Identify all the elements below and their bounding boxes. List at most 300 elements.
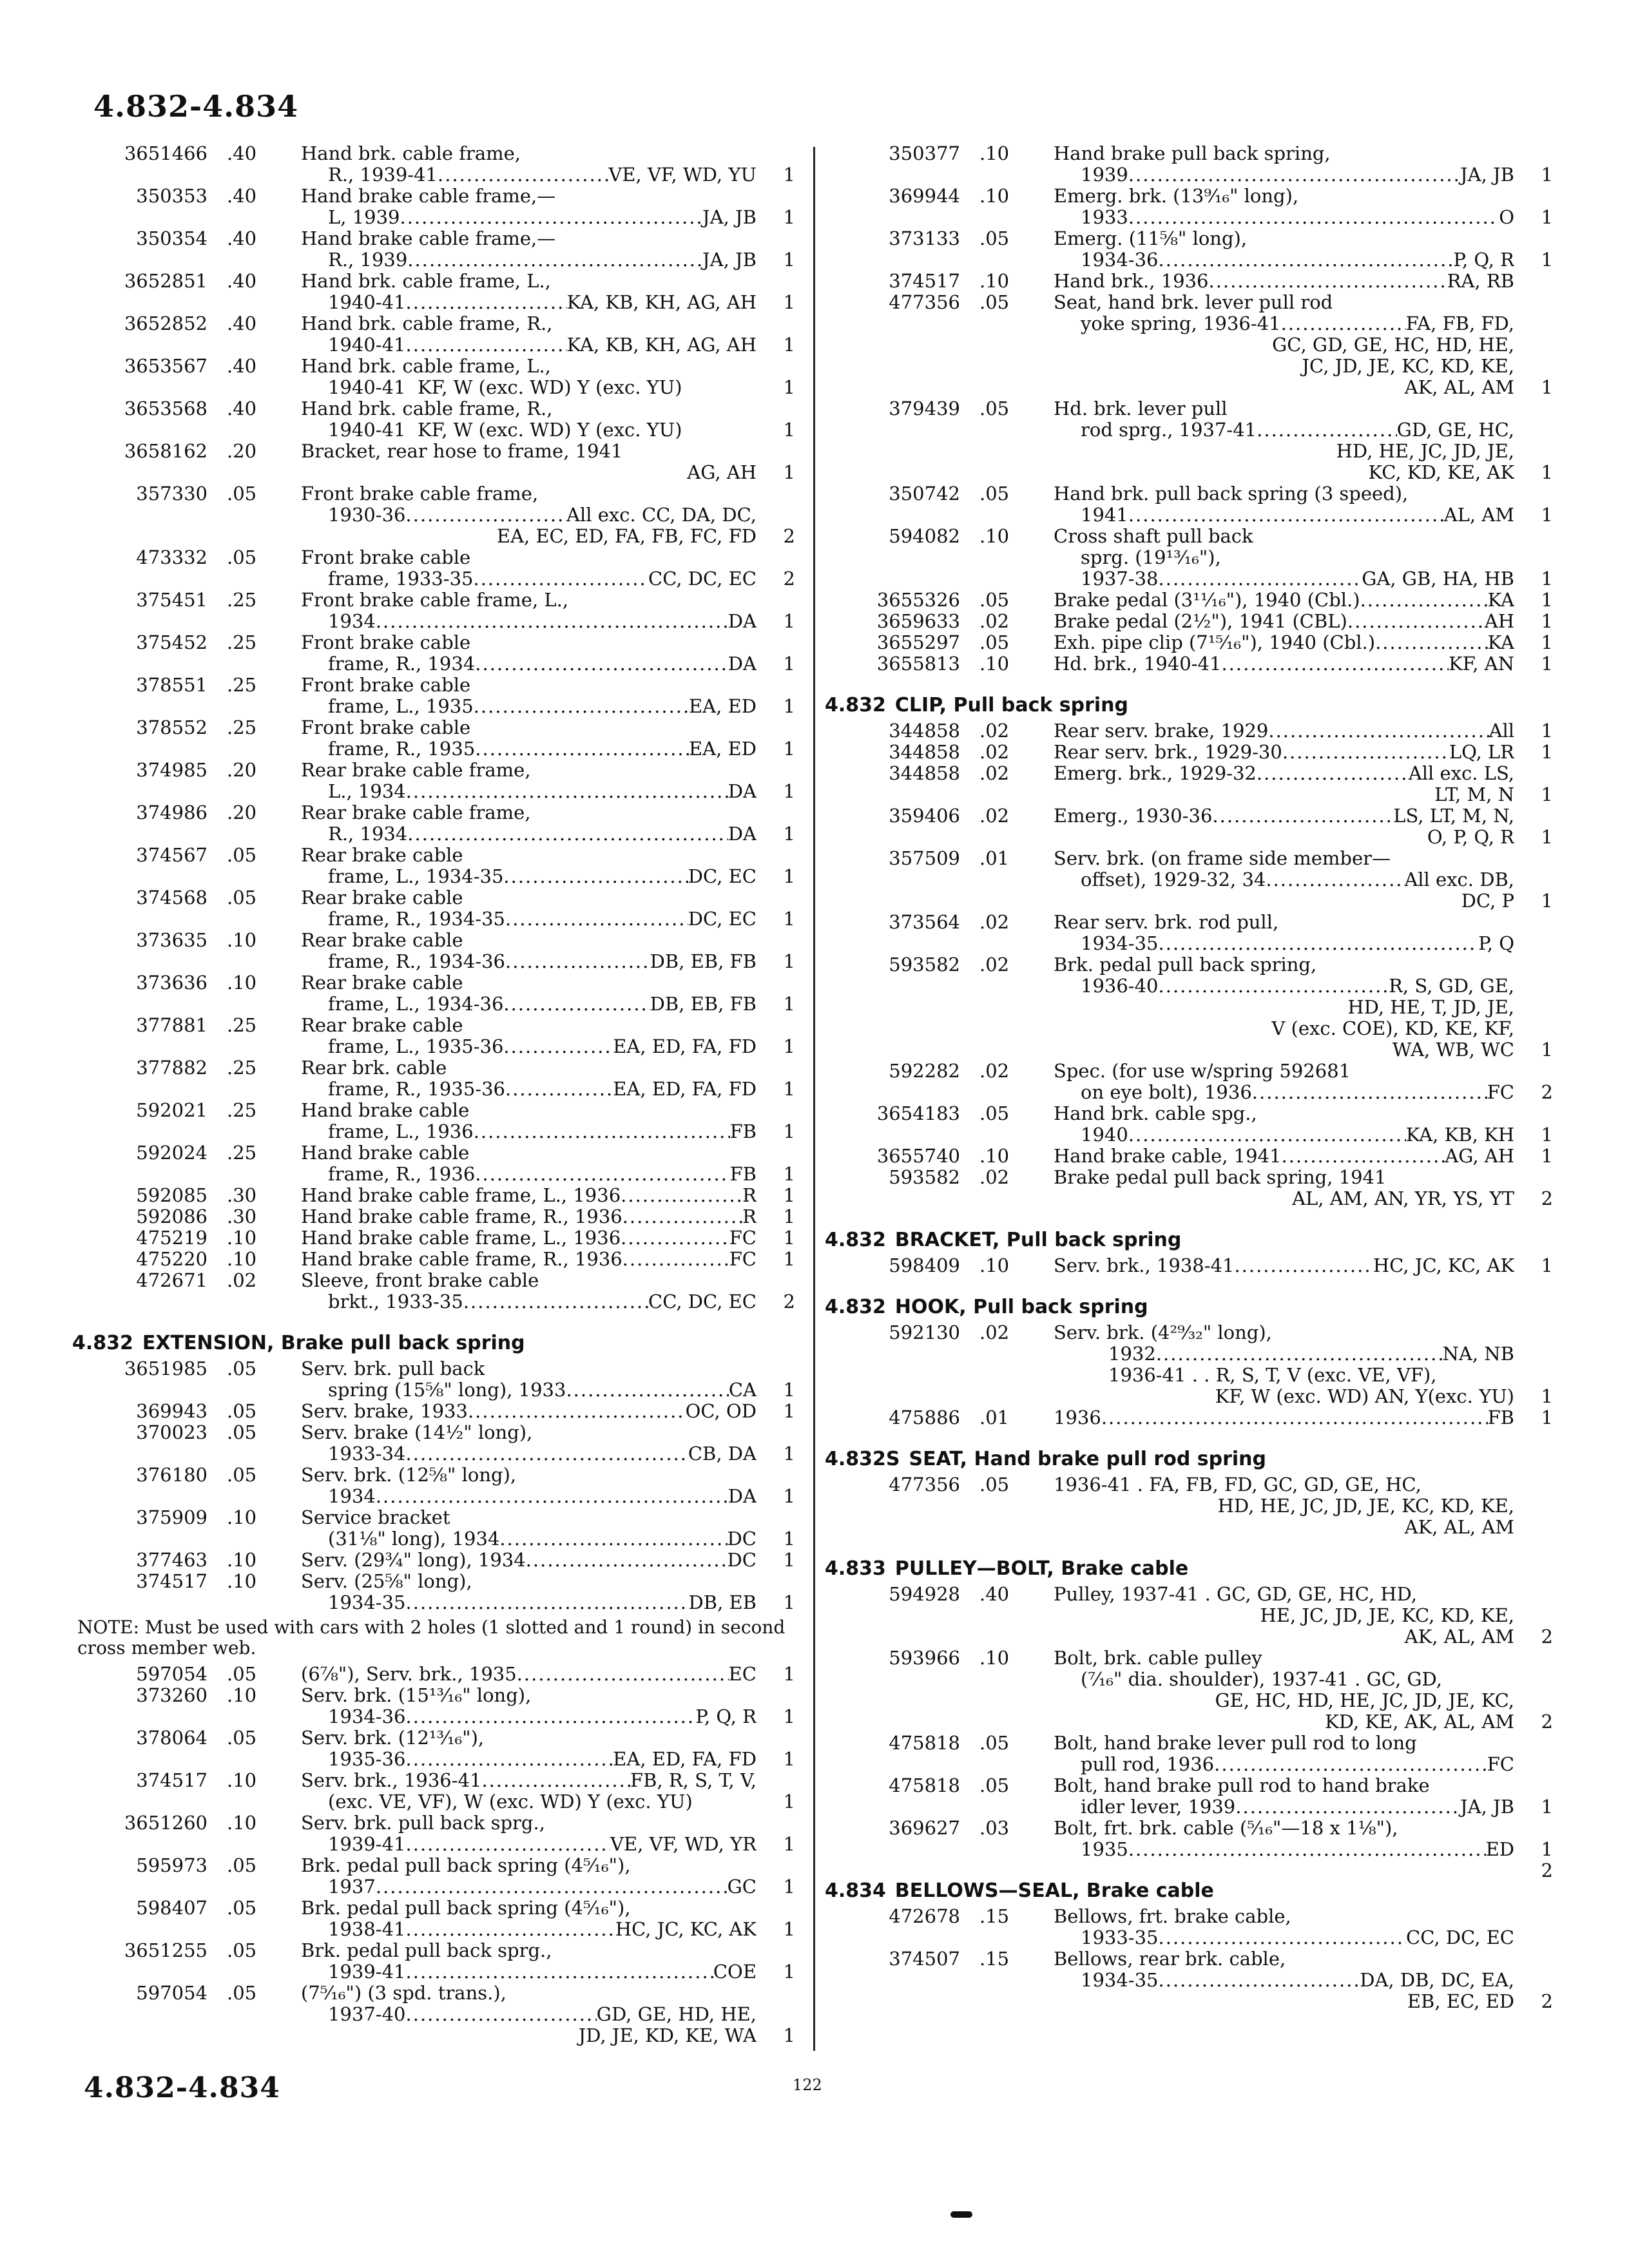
part-number: 374567 [136,844,207,866]
part-entry [72,1270,795,1312]
part-quantity: 1 [1541,1254,1553,1276]
part-entry [825,1167,1553,1209]
part-description [301,1015,757,1057]
part-entry [72,1465,795,1507]
description-text: 1934 [328,1486,376,1507]
parts-list [825,1322,1553,1428]
description-line [301,1443,757,1465]
model-codes: EC [728,1664,757,1685]
description-line [1054,1343,1514,1365]
leader-dots [474,568,649,590]
part-description [301,972,757,1015]
part-quantity: 1 [1541,631,1553,653]
part-price: .01 [979,847,1010,869]
description-text: frame, L., 1934-36 [328,994,504,1015]
description-line: EB, EC, ED [1407,1991,1514,2012]
part-description [1054,292,1514,398]
part-number: 375451 [136,589,207,611]
part-number: 3655813 [876,653,960,675]
part-quantity: 1 [783,1227,795,1249]
part-entry [825,912,1553,954]
part-quantity: 1 [1541,1145,1553,1167]
part-price: .40 [227,312,257,334]
part-entry [825,1474,1553,1538]
part-description [301,760,757,802]
description-text: Serv. brk., 1936-41 [301,1770,482,1791]
leader-dots [407,249,702,271]
part-price: .05 [227,1727,257,1749]
leader-dots [406,1592,689,1613]
part-entry [825,1817,1553,1881]
part-description [1054,954,1514,1061]
description-line: Serv. brk. (on frame side member— [1054,848,1391,869]
model-codes: DC, EC [688,866,757,887]
description-line [301,1592,757,1613]
part-price: .02 [979,720,1010,742]
description-line [301,1249,757,1270]
leader-dots [468,1401,686,1422]
description-line [301,1164,757,1185]
leader-dots [1159,568,1362,590]
model-codes: EA, ED, FA, FD [613,1036,757,1057]
description-text: 1934 [328,611,376,632]
part-entry [825,805,1553,848]
part-description [1054,590,1514,611]
part-quantity: 1 [783,1163,795,1185]
description-line [301,1206,757,1227]
part-description [301,1227,757,1249]
part-number: 3655740 [876,1145,960,1167]
description-line [1054,742,1514,763]
description-text: L, 1939 [328,207,400,228]
part-entry [72,547,795,590]
part-price: .40 [227,355,257,377]
leader-dots [474,1121,730,1142]
description-text: frame, R., 1934-36 [328,951,505,972]
part-entry [72,675,795,717]
leader-dots [406,1919,615,1940]
description-line [301,292,757,313]
part-price: .05 [979,631,1010,653]
model-codes: CB, DA [688,1443,757,1465]
part-quantity: 1 [783,376,795,398]
description-text: Serv. brk., 1938-41 [1054,1255,1235,1276]
part-description [1054,632,1514,653]
part-description [1054,186,1514,228]
description-text: Hand brake cable, 1941 [1054,1146,1282,1167]
description-line: (7⁵⁄₁₆") (3 spd. trans.), [301,1983,506,2004]
leader-dots [1252,1082,1487,1103]
section-heading-seat [825,1448,1553,1470]
leader-dots [622,1206,742,1227]
part-description [1054,1146,1514,1167]
section-code: 4.832 [825,694,886,716]
description-line: V (exc. COE), KD, KE, KF, [1271,1018,1514,1039]
part-quantity: 1 [783,164,795,186]
part-quantity: 2 [1541,1187,1553,1209]
leader-dots [1101,1407,1488,1428]
part-description [1054,1648,1514,1733]
leader-dots [376,1486,728,1507]
part-quantity: 1 [783,653,795,675]
part-quantity: 1 [1541,783,1553,805]
description-line: Serv. brk. (12¹³⁄₁₆"), [301,1727,485,1749]
description-line [301,1749,757,1770]
part-entry [72,1227,795,1249]
model-codes: DB, EB, FB [650,951,757,972]
section-heading-extension [72,1332,795,1354]
part-number: 374985 [136,759,207,781]
part-entry [72,590,795,632]
leader-dots [474,696,689,717]
part-entry [72,228,795,271]
leader-dots [503,866,688,887]
leader-dots [1257,419,1397,441]
part-quantity: 1 [783,1248,795,1270]
part-entry [825,653,1553,675]
description-line: O, P, Q, R [1427,827,1514,848]
part-entry [72,186,795,228]
part-entry [72,1249,795,1270]
parts-list [72,143,795,1312]
part-entry [72,930,795,972]
description-line: Bellows, rear brk. cable, [1054,1948,1286,1970]
description-text: frame, R., 1935 [328,738,476,760]
part-price: .05 [227,1939,257,1961]
part-description [301,1142,757,1185]
description-line: Rear brake cable [301,887,463,908]
section-name: BRACKET, Pull back spring [894,1229,1182,1251]
part-description [1054,483,1514,526]
description-line [1054,249,1514,271]
description-line: Rear brk. cable [301,1057,447,1079]
part-quantity: 1 [783,993,795,1015]
part-quantity: 1 [783,1485,795,1507]
description-line: Pulley, 1937-41 . GC, GD, GE, HC, HD, [1054,1584,1417,1605]
part-number: 3652852 [124,312,207,334]
description-line [1054,763,1514,784]
description-text: Serv. (29¾" long), 1934 [301,1550,526,1571]
description-text: frame, L., 1935-36 [328,1036,504,1057]
description-line: DC, P [1461,890,1514,912]
right-column [825,143,1553,2012]
part-number: 370023 [136,1421,207,1443]
description-text: frame, L., 1934-35 [328,866,504,887]
description-text: R., 1939-41 [328,164,438,186]
part-number: 374517 [889,270,960,292]
description-line [1054,653,1514,675]
part-entry [825,271,1553,292]
leader-dots [406,781,728,802]
description-text: 1939 [1081,164,1128,186]
part-price: .40 [227,270,257,292]
description-text: 1935 [1081,1839,1128,1860]
part-entry [825,1584,1553,1648]
part-description [1054,611,1514,632]
model-codes: LS, LT, M, N, [1393,805,1514,827]
description-text: 1940 [1081,1124,1128,1146]
description-line: Front brake cable [301,632,471,653]
part-description [301,228,757,271]
part-entry [825,1103,1553,1146]
part-quantity: 1 [783,461,795,483]
part-quantity: 1 [783,1206,795,1227]
part-number: 3651260 [124,1812,207,1834]
part-entry [825,1733,1553,1775]
part-entry [72,441,795,483]
description-line [301,781,757,802]
description-line [301,994,757,1015]
description-text: Serv. brake, 1933 [301,1401,468,1422]
description-line [1054,1255,1514,1276]
part-price: .05 [979,589,1010,611]
part-quantity: 1 [1541,826,1553,848]
part-price: .10 [227,1570,257,1592]
part-quantity: 1 [783,206,795,228]
part-price: .40 [227,398,257,419]
leader-dots [505,908,688,930]
description-line: HD, HE, JC, JD, JE, KC, KD, KE, [1217,1495,1514,1517]
part-quantity: 2 [783,1291,795,1312]
part-number: 374986 [136,802,207,823]
description-text: 1940-41 [328,292,406,313]
part-number: 379439 [889,398,960,419]
part-number: 472671 [136,1269,207,1291]
description-text: (6⅞"), Serv. brk., 1935 [301,1664,517,1685]
part-quantity: 1 [1541,568,1553,590]
leader-dots [1281,313,1406,334]
part-quantity: 1 [783,738,795,760]
leader-dots [406,1834,611,1855]
part-entry [72,1940,795,1983]
description-text: 1930-36 [328,505,406,526]
part-description [1054,1103,1514,1146]
description-text: Hand brake cable frame, L., 1936 [301,1227,621,1249]
description-line: GE, HC, HD, HE, JC, JD, JE, KC, [1215,1690,1514,1711]
part-quantity: 1 [783,1833,795,1855]
section-code: 4.832 [825,1229,886,1251]
model-codes: KF, AN [1448,653,1514,675]
description-line: Bolt, brk. cable pulley [1054,1648,1262,1669]
description-line: Bolt, frt. brk. cable (⁵⁄₁₆"—18 x 1⅛"), [1054,1818,1398,1839]
part-number: 373635 [136,929,207,951]
leader-dots [376,611,728,632]
model-codes: O [1499,207,1514,228]
part-number: 592085 [136,1184,207,1206]
leader-dots [463,1291,648,1312]
part-description [1054,1584,1514,1648]
leader-dots [1128,1124,1406,1146]
description-text: pull rod, 1936 [1081,1754,1215,1775]
model-codes: HC, JC, KC, AK [1373,1255,1514,1276]
part-quantity: 1 [783,950,795,972]
part-description [301,1664,757,1685]
part-number: 377463 [136,1549,207,1571]
section-heading-clip [825,694,1553,716]
part-quantity: 1 [1541,504,1553,526]
description-line [301,1961,757,1983]
part-number: 344858 [889,720,960,742]
leader-dots [1159,933,1479,954]
part-price: .25 [227,589,257,611]
description-line [301,1227,757,1249]
part-quantity: 1 [783,1706,795,1727]
part-quantity: 1 [1541,249,1553,271]
model-codes: GD, GE, HC, [1396,419,1514,441]
part-entry [72,1401,795,1422]
description-text: yoke spring, 1936-41 [1081,313,1281,334]
part-entry [825,1775,1553,1818]
description-line [1054,419,1514,441]
part-quantity: 1 [783,1400,795,1422]
part-quantity: 1 [783,1791,795,1812]
description-text: 1941 [1081,505,1128,526]
part-quantity: 2 [1541,1990,1553,2012]
description-line: Serv. brk. pull back sprg., [301,1812,545,1834]
description-line: Front brake cable [301,547,471,568]
description-text: 1938-41 [328,1919,406,1940]
part-description [301,1270,757,1312]
part-number: 3659633 [876,610,960,632]
part-price: .03 [979,1817,1010,1839]
description-line: Hand brk. cable frame, R., [301,313,553,334]
description-line [301,207,757,228]
description-line [1054,1970,1514,1991]
part-number: 477356 [889,1474,960,1495]
part-entry [72,1206,795,1227]
description-text: 1932 [1108,1343,1156,1365]
part-quantity: 1 2 [1541,1838,1553,1881]
description-text: 1937-40 [328,2004,406,2025]
part-number: 592130 [889,1321,960,1343]
description-line: Serv. (25⅝" long), [301,1571,472,1592]
part-price: .02 [979,1321,1010,1343]
part-number: 373133 [889,227,960,249]
model-codes: FA, FB, FD, [1405,313,1514,334]
part-description [1054,1407,1514,1428]
description-line [1054,720,1514,742]
leader-dots [621,1185,742,1206]
part-entry [825,954,1553,1061]
part-number: 475220 [136,1248,207,1270]
description-line [301,1528,757,1550]
part-entry [72,143,795,186]
part-price: .05 [227,887,257,908]
ink-smudge [950,2211,972,2218]
part-quantity: 1 [783,1379,795,1401]
part-quantity: 1 [783,823,795,845]
description-line: 1940-41 KF, W (exc. WD) Y (exc. YU) [328,377,682,398]
model-codes: EA, ED, FA, FD [613,1079,757,1100]
part-quantity: 2 [1541,1626,1553,1648]
description-line: 1936-41 . . R, S, T, V (exc. VE, VF), [1108,1365,1437,1386]
model-codes: KA [1487,590,1514,611]
part-price: .20 [227,802,257,823]
part-description [1054,848,1514,912]
part-entry [72,1100,795,1142]
section-name: HOOK, Pull back spring [894,1296,1148,1318]
parts-list [72,1358,795,1613]
part-entry [72,271,795,313]
description-line: JD, JE, KD, KE, WA [578,2025,757,2046]
part-price: .02 [979,954,1010,975]
description-line [1054,933,1514,954]
description-line [1054,1796,1514,1818]
leader-dots [376,1876,728,1898]
part-price: .10 [979,653,1010,675]
model-codes: DA [728,781,757,802]
part-price: .05 [979,291,1010,313]
part-number: 373564 [889,911,960,933]
model-codes: DA [728,823,757,845]
part-price: .10 [979,142,1010,164]
part-entry [825,526,1553,590]
description-line: AL, AM, AN, YR, YS, YT [1292,1188,1514,1209]
part-entry [825,186,1553,228]
part-number: 594928 [889,1583,960,1605]
model-codes: JA, JB [1460,164,1514,186]
model-codes: DB, EB [688,1592,757,1613]
part-price: .25 [227,674,257,696]
description-line [1054,805,1514,827]
part-entry [825,1648,1553,1733]
description-text: Brake pedal (3¹¹⁄₁₆"), 1940 (Cbl.) [1054,590,1360,611]
description-text: Emerg. brk., 1929-32 [1054,763,1257,784]
description-text: 1934-36 [1081,249,1159,271]
part-price: .40 [979,1583,1010,1605]
part-number: 475886 [889,1407,960,1428]
part-description [1054,1948,1514,2012]
description-text: 1937-38 [1081,568,1159,590]
description-text: on eye bolt), 1936 [1081,1082,1252,1103]
part-quantity: 1 [1541,1796,1553,1818]
leader-dots [475,653,728,675]
leader-dots [406,2004,597,2025]
description-line [301,1486,757,1507]
part-number: 3651255 [124,1939,207,1961]
description-line [1054,164,1514,186]
model-codes: EA, ED [689,696,757,717]
description-line: Serv. brk. (15¹³⁄₁₆" long), [301,1685,532,1706]
description-text: R., 1939 [328,249,408,271]
part-entry [72,802,795,845]
part-number: 350377 [889,142,960,164]
leader-dots [1221,653,1449,675]
part-price: .02 [979,741,1010,763]
part-entry [72,483,795,547]
part-price: .20 [227,759,257,781]
parts-list [825,1583,1553,1881]
part-quantity: 1 [783,1591,795,1613]
part-description [301,1422,757,1465]
description-line: Hand brk. cable spg., [1054,1103,1257,1124]
part-entry [72,356,795,398]
leader-dots [1128,1839,1486,1860]
description-line: Emerg. (11⅝" long), [1054,228,1248,249]
description-line: KD, KE, AK, AL, AM [1325,1711,1514,1733]
model-codes: R [742,1206,757,1227]
description-text: frame, L., 1936 [328,1121,474,1142]
part-quantity: 2 [783,525,795,547]
model-codes: KA [1487,632,1514,653]
part-description [301,1898,757,1940]
part-description [301,1855,757,1898]
description-text: frame, L., 1935 [328,696,474,717]
description-line [1054,207,1514,228]
model-codes: RA, RB [1447,271,1514,292]
model-codes: FB [1487,1407,1514,1428]
model-codes: VE, VF, WD, YR [610,1834,757,1855]
